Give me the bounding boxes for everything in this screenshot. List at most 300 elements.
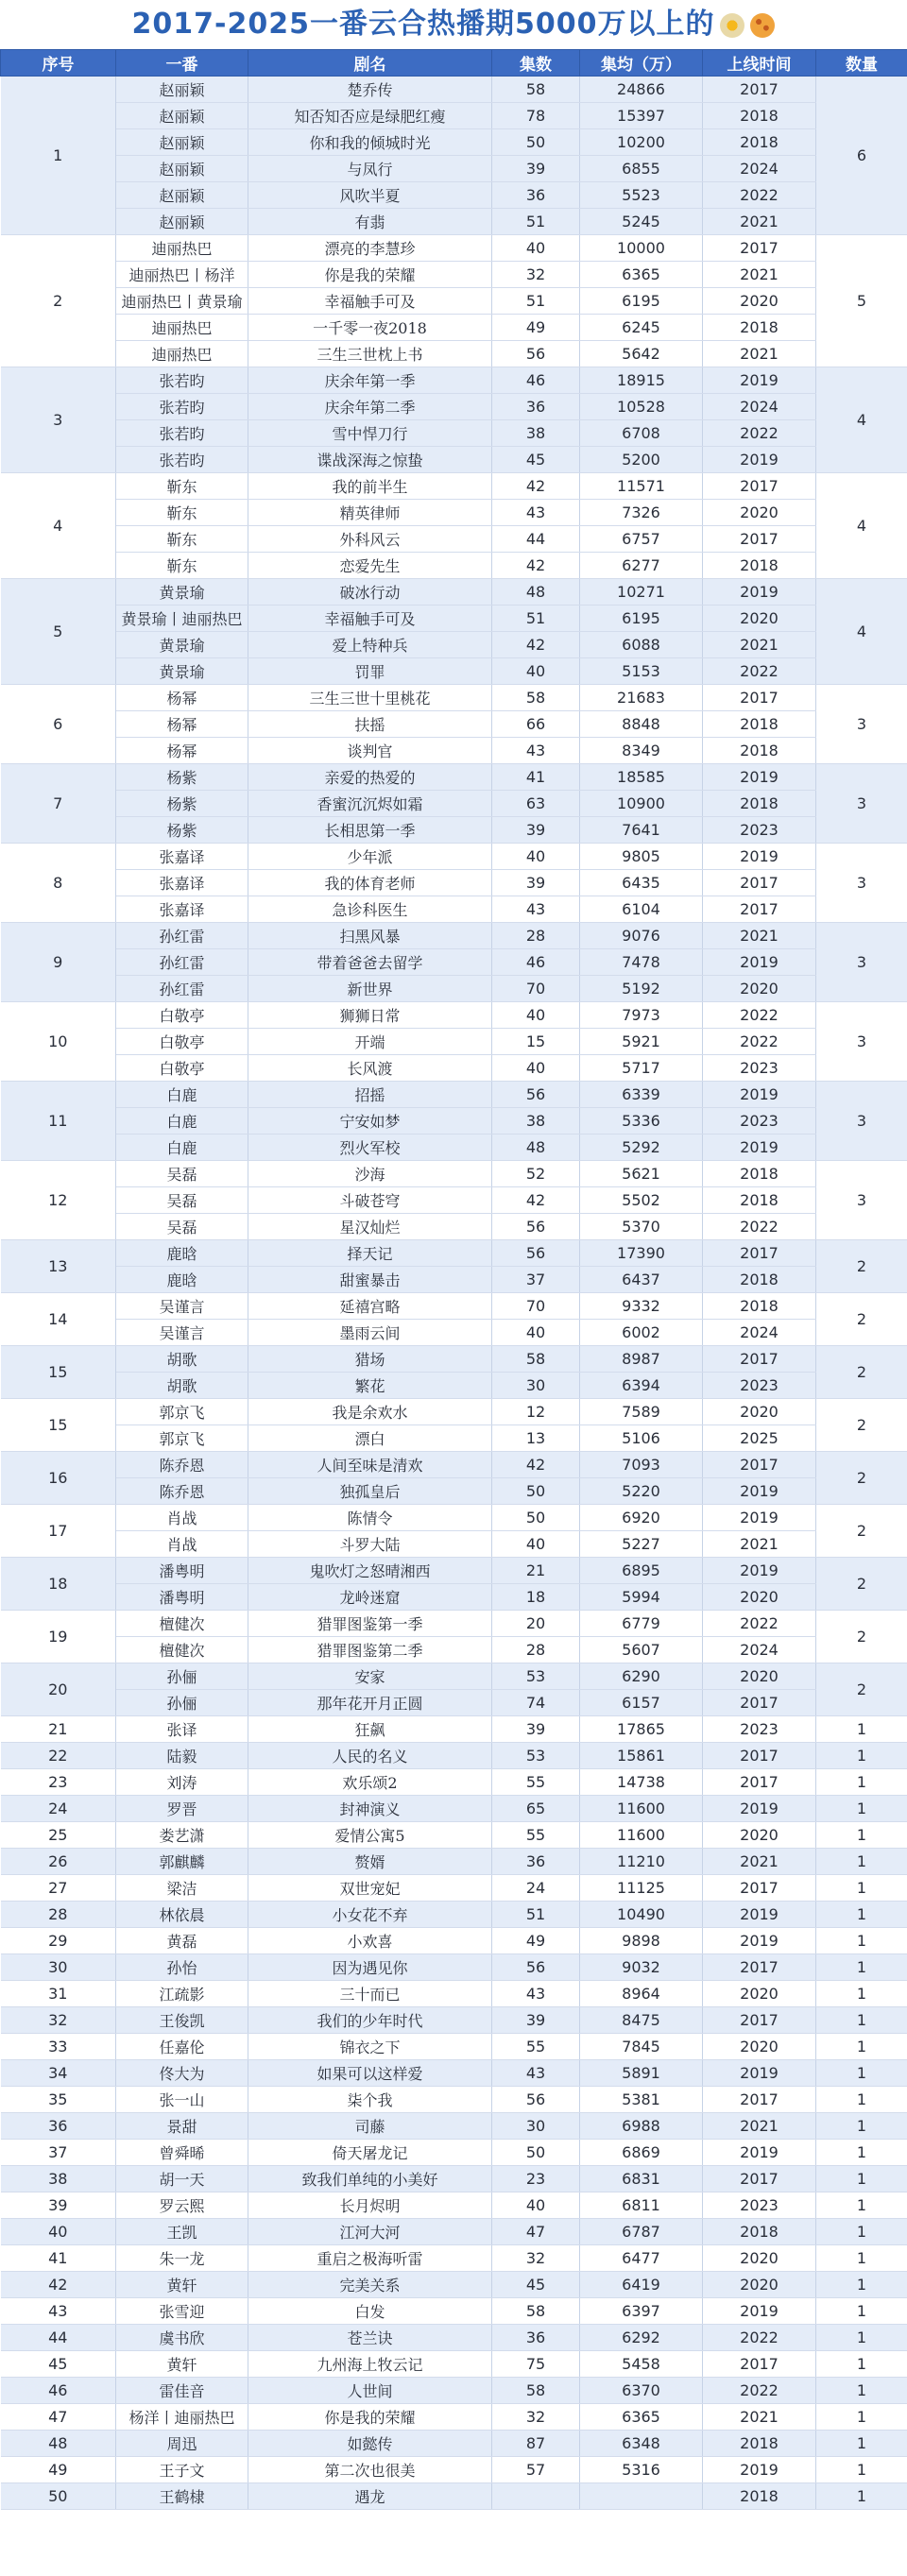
drama-cell: 赘婿 [248,1849,492,1875]
lead-cell: 黄轩 [116,2272,248,2298]
table-row [1,1187,907,1214]
drama-cell: 致我们单纯的小美好 [248,2166,492,2192]
lead-cell: 鹿晗 [116,1267,248,1293]
avg-cell: 8475 [580,2007,703,2034]
episodes-cell: 43 [492,896,580,923]
avg-cell: 5642 [580,341,703,367]
episodes-cell: 51 [492,1902,580,1928]
lead-cell: 罗晋 [116,1796,248,1822]
avg-cell: 11125 [580,1875,703,1902]
episodes-cell: 53 [492,1663,580,1690]
episodes-cell: 51 [492,209,580,235]
year-cell: 2024 [703,1320,816,1346]
avg-cell: 7093 [580,1452,703,1478]
avg-cell: 5316 [580,2457,703,2483]
lead-cell: 檀健次 [116,1611,248,1637]
table-row [1,949,907,976]
count-cell: 1 [816,2219,907,2245]
avg-cell: 5502 [580,1187,703,1214]
table-row [1,473,907,500]
rank-cell: 5 [1,579,116,685]
avg-cell: 5717 [580,1055,703,1082]
year-cell: 2020 [703,2245,816,2272]
count-cell: 1 [816,1769,907,1796]
drama-cell: 爱情公寓5 [248,1822,492,1849]
year-cell: 2021 [703,1849,816,1875]
rank-cell: 18 [1,1558,116,1611]
lead-cell: 郭麒麟 [116,1849,248,1875]
drama-cell: 猎罪图鉴第二季 [248,1637,492,1663]
lead-cell: 张嘉译 [116,870,248,896]
episodes-cell: 39 [492,2007,580,2034]
lead-cell: 孙红雷 [116,949,248,976]
episodes-cell: 44 [492,526,580,553]
avg-cell: 24866 [580,77,703,103]
count-cell: 2 [816,1346,907,1399]
episodes-cell: 38 [492,1108,580,1134]
table-row [1,658,907,685]
table-row [1,182,907,209]
drama-cell: 庆余年第二季 [248,394,492,420]
table-row [1,870,907,896]
year-cell: 2019 [703,1796,816,1822]
episodes-cell: 49 [492,1928,580,1954]
lead-cell: 张译 [116,1716,248,1743]
year-cell: 2019 [703,764,816,791]
table-row [1,791,907,817]
rank-cell: 45 [1,2351,116,2378]
drama-cell: 择天记 [248,1240,492,1267]
rank-cell: 11 [1,1082,116,1161]
drama-cell: 扫黑风暴 [248,923,492,949]
episodes-cell: 58 [492,1346,580,1373]
year-cell: 2019 [703,844,816,870]
avg-cell: 7845 [580,2034,703,2060]
count-cell: 1 [816,2113,907,2140]
table-row [1,262,907,288]
year-cell: 2021 [703,632,816,658]
lead-cell: 陈乔恩 [116,1452,248,1478]
drama-cell: 双世宠妃 [248,1875,492,1902]
drama-cell: 带着爸爸去留学 [248,949,492,976]
lead-cell: 周迅 [116,2431,248,2457]
year-cell: 2022 [703,1214,816,1240]
lead-cell: 胡一天 [116,2166,248,2192]
count-cell: 2 [816,1399,907,1452]
episodes-cell: 20 [492,1611,580,1637]
avg-cell: 10490 [580,1902,703,1928]
episodes-cell: 30 [492,1373,580,1399]
episodes-cell: 37 [492,1267,580,1293]
year-cell: 2018 [703,1187,816,1214]
year-cell: 2017 [703,1240,816,1267]
rank-cell: 48 [1,2431,116,2457]
table-row [1,1637,907,1663]
year-cell: 2019 [703,2457,816,2483]
avg-cell: 6157 [580,1690,703,1716]
avg-cell: 10200 [580,129,703,156]
rank-cell: 40 [1,2219,116,2245]
table-row [1,209,907,235]
drama-cell: 风吹半夏 [248,182,492,209]
avg-cell: 18585 [580,764,703,791]
year-cell: 2017 [703,2087,816,2113]
lead-cell: 白鹿 [116,1108,248,1134]
episodes-cell: 40 [492,1002,580,1029]
table-row [1,1425,907,1452]
lead-cell: 吴谨言 [116,1320,248,1346]
lead-cell: 靳东 [116,473,248,500]
table-row [1,156,907,182]
rank-cell: 16 [1,1452,116,1505]
lead-cell: 刘涛 [116,1769,248,1796]
episodes-cell: 48 [492,1134,580,1161]
count-cell: 3 [816,1082,907,1161]
count-cell: 2 [816,1293,907,1346]
drama-cell: 谍战深海之惊蛰 [248,447,492,473]
year-cell: 2017 [703,2166,816,2192]
table-row [1,315,907,341]
lead-cell: 吴谨言 [116,1293,248,1320]
lead-cell: 杨幂 [116,685,248,711]
table-row [1,1690,907,1716]
episodes-cell: 32 [492,2404,580,2431]
year-cell: 2019 [703,579,816,606]
lead-cell: 迪丽热巴 [116,235,248,262]
episodes-cell: 42 [492,1187,580,1214]
episodes-cell [492,2483,580,2510]
episodes-cell: 36 [492,2325,580,2351]
drama-cell: 司藤 [248,2113,492,2140]
table-row [1,1928,907,1954]
table-row [1,685,907,711]
count-cell: 1 [816,2351,907,2378]
table-row [1,1293,907,1320]
avg-cell: 6394 [580,1373,703,1399]
count-cell: 1 [816,1981,907,2007]
drama-cell: 你和我的倾城时光 [248,129,492,156]
year-cell: 2017 [703,473,816,500]
count-cell: 1 [816,1743,907,1769]
table-row [1,1373,907,1399]
rank-cell: 23 [1,1769,116,1796]
lead-cell: 吴磊 [116,1214,248,1240]
year-cell: 2023 [703,1108,816,1134]
lead-cell: 迪丽热巴丨杨洋 [116,262,248,288]
episodes-cell: 39 [492,817,580,844]
count-cell: 1 [816,2404,907,2431]
table-row [1,129,907,156]
episodes-cell: 42 [492,632,580,658]
count-cell: 1 [816,2245,907,2272]
year-cell: 2018 [703,791,816,817]
drama-cell: 柒个我 [248,2087,492,2113]
avg-cell: 9898 [580,1928,703,1954]
count-cell: 1 [816,1902,907,1928]
table-row [1,2140,907,2166]
table-row [1,2166,907,2192]
drama-cell: 幸福触手可及 [248,606,492,632]
lead-cell: 张若昀 [116,394,248,420]
year-cell: 2020 [703,1822,816,1849]
episodes-cell: 63 [492,791,580,817]
drama-cell: 独孤皇后 [248,1478,492,1505]
lead-cell: 陆毅 [116,1743,248,1769]
year-cell: 2018 [703,2483,816,2510]
table-row [1,500,907,526]
table-row [1,764,907,791]
avg-cell: 6757 [580,526,703,553]
avg-cell: 10900 [580,791,703,817]
table-row [1,2404,907,2431]
episodes-cell: 30 [492,2113,580,2140]
cookie-icon [750,13,775,38]
year-cell: 2019 [703,1902,816,1928]
drama-cell: 江河大河 [248,2219,492,2245]
episodes-cell: 23 [492,2166,580,2192]
year-cell: 2018 [703,738,816,764]
table-row [1,526,907,553]
year-cell: 2019 [703,2140,816,2166]
drama-cell: 与凤行 [248,156,492,182]
table-row [1,1822,907,1849]
table-row [1,2007,907,2034]
lead-cell: 黄轩 [116,2351,248,2378]
drama-cell: 开端 [248,1029,492,1055]
year-cell: 2017 [703,1769,816,1796]
avg-cell: 15397 [580,103,703,129]
lead-cell: 林依晨 [116,1902,248,1928]
lead-cell: 鹿晗 [116,1240,248,1267]
rank-cell: 49 [1,2457,116,2483]
table-row [1,923,907,949]
episodes-cell: 40 [492,658,580,685]
table-row [1,2272,907,2298]
year-cell: 2018 [703,553,816,579]
year-cell: 2023 [703,2192,816,2219]
drama-cell: 幸福触手可及 [248,288,492,315]
drama-cell: 三生三世十里桃花 [248,685,492,711]
table-row [1,817,907,844]
count-cell: 1 [816,2087,907,2113]
episodes-cell: 40 [492,235,580,262]
count-cell: 2 [816,1611,907,1663]
table-row [1,2378,907,2404]
rank-cell: 41 [1,2245,116,2272]
drama-cell: 外科风云 [248,526,492,553]
drama-cell: 如懿传 [248,2431,492,2457]
episodes-cell: 32 [492,262,580,288]
year-cell: 2020 [703,2034,816,2060]
lead-cell: 杨紫 [116,791,248,817]
drama-cell: 谈判官 [248,738,492,764]
lead-cell: 佟大为 [116,2060,248,2087]
count-cell: 1 [816,2140,907,2166]
lead-cell: 白鹿 [116,1082,248,1108]
lead-cell: 张雪迎 [116,2298,248,2325]
episodes-cell: 40 [492,2192,580,2219]
avg-cell: 7973 [580,1002,703,1029]
rank-cell: 6 [1,685,116,764]
rank-cell: 2 [1,235,116,367]
count-cell: 1 [816,2060,907,2087]
avg-cell: 11600 [580,1796,703,1822]
rank-cell: 39 [1,2192,116,2219]
year-cell: 2022 [703,1002,816,1029]
episodes-cell: 42 [492,553,580,579]
drama-cell: 九州海上牧云记 [248,2351,492,2378]
drama-cell: 斗罗大陆 [248,1531,492,1558]
year-cell: 2017 [703,1954,816,1981]
year-cell: 2020 [703,500,816,526]
lead-cell: 迪丽热巴 [116,341,248,367]
drama-cell: 我们的少年时代 [248,2007,492,2034]
drama-cell: 恋爱先生 [248,553,492,579]
drama-cell: 龙岭迷窟 [248,1584,492,1611]
episodes-cell: 43 [492,738,580,764]
avg-cell: 6855 [580,156,703,182]
rank-cell: 17 [1,1505,116,1558]
episodes-cell: 40 [492,844,580,870]
rank-cell: 20 [1,1663,116,1716]
table-row [1,2034,907,2060]
count-cell: 1 [816,2007,907,2034]
year-cell: 2020 [703,2272,816,2298]
lead-cell: 景甜 [116,2113,248,2140]
episodes-cell: 40 [492,1055,580,1082]
header-drama: 剧名 [248,50,492,77]
year-cell: 2022 [703,1611,816,1637]
drama-cell: 亲爱的热爱的 [248,764,492,791]
avg-cell: 6988 [580,2113,703,2140]
rank-cell: 1 [1,77,116,235]
episodes-cell: 47 [492,2219,580,2245]
drama-cell: 苍兰诀 [248,2325,492,2351]
year-cell: 2024 [703,156,816,182]
episodes-cell: 55 [492,2034,580,2060]
rank-cell: 47 [1,2404,116,2431]
drama-cell: 墨雨云间 [248,1320,492,1346]
year-cell: 2019 [703,1478,816,1505]
header-avg: 集均（万） [580,50,703,77]
year-cell: 2019 [703,1505,816,1531]
lead-cell: 雷佳音 [116,2378,248,2404]
count-cell: 2 [816,1558,907,1611]
lead-cell: 梁洁 [116,1875,248,1902]
episodes-cell: 38 [492,420,580,447]
lead-cell: 郭京飞 [116,1425,248,1452]
lead-cell: 赵丽颖 [116,77,248,103]
table-row [1,1849,907,1875]
year-cell: 2017 [703,2351,816,2378]
table-row [1,2192,907,2219]
year-cell: 2017 [703,77,816,103]
count-cell: 1 [816,2457,907,2483]
header-year: 上线时间 [703,50,816,77]
avg-cell: 6290 [580,1663,703,1690]
table-row [1,1108,907,1134]
drama-cell: 三生三世枕上书 [248,341,492,367]
drama-cell: 破冰行动 [248,579,492,606]
avg-cell: 6708 [580,420,703,447]
year-cell: 2020 [703,1663,816,1690]
drama-cell: 陈情令 [248,1505,492,1531]
drama-cell: 烈火军校 [248,1134,492,1161]
rank-cell: 42 [1,2272,116,2298]
table-body [1,77,907,2510]
count-cell: 1 [816,2483,907,2510]
lead-cell: 娄艺潇 [116,1822,248,1849]
table-row [1,1981,907,2007]
lead-cell: 孙俪 [116,1663,248,1690]
avg-cell: 6435 [580,870,703,896]
episodes-cell: 48 [492,579,580,606]
avg-cell: 17390 [580,1240,703,1267]
lead-cell: 罗云熙 [116,2192,248,2219]
lead-cell: 胡歌 [116,1373,248,1399]
avg-cell: 18915 [580,367,703,394]
count-cell: 1 [816,2272,907,2298]
count-cell: 1 [816,2034,907,2060]
table-row [1,1902,907,1928]
episodes-cell: 75 [492,2351,580,2378]
count-cell: 2 [816,1240,907,1293]
table-row [1,1346,907,1373]
drama-cell: 漂白 [248,1425,492,1452]
lead-cell: 赵丽颖 [116,182,248,209]
avg-cell [580,2483,703,2510]
lead-cell: 肖战 [116,1505,248,1531]
drama-cell: 你是我的荣耀 [248,262,492,288]
count-cell: 2 [816,1505,907,1558]
table-row [1,632,907,658]
avg-cell: 5994 [580,1584,703,1611]
episodes-cell: 57 [492,2457,580,2483]
drama-cell: 精英律师 [248,500,492,526]
episodes-cell: 51 [492,606,580,632]
avg-cell: 6365 [580,262,703,288]
episodes-cell: 66 [492,711,580,738]
avg-cell: 9032 [580,1954,703,1981]
lead-cell: 赵丽颖 [116,129,248,156]
drama-cell: 人世间 [248,2378,492,2404]
table-row [1,1134,907,1161]
lead-cell: 杨幂 [116,711,248,738]
avg-cell: 6195 [580,288,703,315]
count-cell: 6 [816,77,907,235]
avg-cell: 7326 [580,500,703,526]
episodes-cell: 58 [492,685,580,711]
table-row [1,1082,907,1108]
year-cell: 2017 [703,896,816,923]
year-cell: 2018 [703,1267,816,1293]
drama-cell: 有翡 [248,209,492,235]
avg-cell: 17865 [580,1716,703,1743]
year-cell: 2024 [703,1637,816,1663]
drama-cell: 倚天屠龙记 [248,2140,492,2166]
lead-cell: 杨幂 [116,738,248,764]
table-row [1,2113,907,2140]
lead-cell: 张嘉译 [116,844,248,870]
avg-cell: 5921 [580,1029,703,1055]
avg-cell: 11571 [580,473,703,500]
drama-cell: 长相思第一季 [248,817,492,844]
lead-cell: 潘粤明 [116,1558,248,1584]
lead-cell: 肖战 [116,1531,248,1558]
year-cell: 2018 [703,2219,816,2245]
year-cell: 2021 [703,209,816,235]
year-cell: 2019 [703,2298,816,2325]
